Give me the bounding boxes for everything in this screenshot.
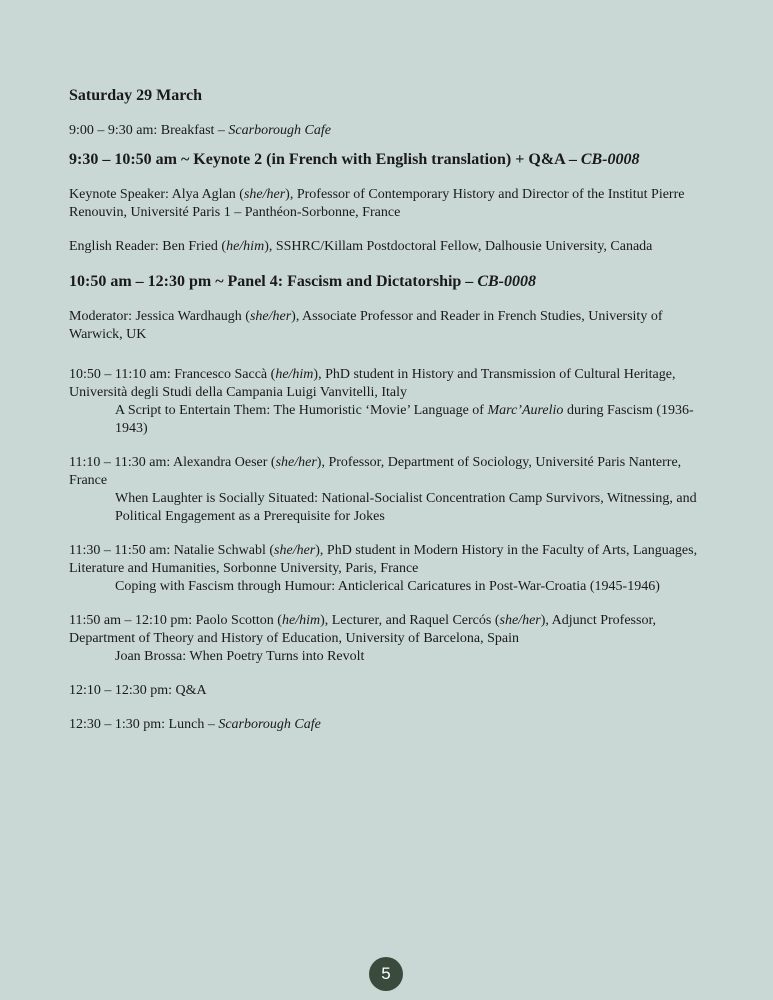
talk-1-title-italic: Marc’Aurelio: [487, 403, 564, 418]
page-number-badge: 5: [369, 957, 403, 991]
breakfast-time: 9:00 – 9:30 am: Breakfast –: [69, 123, 229, 138]
talk-1-title: [69, 402, 709, 438]
panel-room: CB-0008: [477, 273, 536, 290]
talk-4-second-speaker: ), Lecturer, and Raquel Cercós (: [320, 613, 500, 628]
talk-3-time-name: 11:30 – 11:50 am: Natalie Schwabl (: [69, 543, 275, 558]
talk-4-title: Joan Brossa: When Poetry Turns into Revolt: [115, 649, 365, 664]
keynote-speaker-affiliation: ), Professor of Contemporary History and Director of the Institut Pierre Renouvin, Université Paris 1 – Panthéon-Sorbonne, France: [69, 187, 685, 220]
schedule-page: [69, 86, 709, 734]
talk-1-title-part-b: during Fascism (1936-1943): [115, 403, 694, 436]
panel-qa: 12:10 – 12:30 pm: Q&A: [69, 683, 207, 698]
talk-4-speaker: [69, 612, 709, 648]
talk-4-affiliation: ), Adjunct Professor, Department of Theory and History of Education, University of Barcelona, Spain: [69, 613, 657, 646]
panel-moderator: [69, 308, 709, 344]
day-heading: Saturday 29 March: [69, 87, 203, 104]
panel-heading-text: 10:50 am – 12:30 pm ~ Panel 4: Fascism and Dictatorship –: [69, 273, 478, 290]
talk-3-pronoun: she/her: [274, 543, 316, 558]
keynote-reader-name: English Reader: Ben Fried (: [69, 239, 227, 254]
talk-4-time-name: 11:50 am – 12:10 pm: Paolo Scotton (: [69, 613, 282, 628]
talk-3-title: Coping with Fascism through Humour: Anticlerical Caricatures in Post-War-Croatia (1945-1946): [115, 579, 660, 594]
lunch-time: 12:30 – 1:30 pm: Lunch –: [69, 717, 219, 732]
talk-2-title: When Laughter is Socially Situated: National-Socialist Concentration Camp Survivors, Witnessing, and Political Engagement as a Prerequisite for Jokes: [115, 491, 697, 524]
panel-heading: [69, 272, 709, 292]
talk-1-title-part-a: A Script to Entertain Them: The Humoristic ‘Movie’ Language of: [115, 403, 488, 418]
talk-3-affiliation: ), PhD student in Modern History in the Faculty of Arts, Languages, Literature and Humanities, Sorbonne University, Paris, France: [69, 543, 698, 576]
talk-4-pronoun: he/him: [281, 613, 321, 628]
talk-1-affiliation: ), PhD student in History and Transmission of Cultural Heritage, Università degli Studi della Campania Luigi Vanvitelli, Italy: [69, 367, 676, 400]
talk-2-pronoun: she/her: [275, 455, 317, 470]
keynote-speaker-pronoun: she/her: [243, 187, 286, 202]
keynote-room: CB-0008: [580, 151, 640, 168]
talk-2-time-name: 11:10 – 11:30 am: Alexandra Oeser (: [69, 455, 276, 470]
talk-1-time-name: 10:50 – 11:10 am: Francesco Saccà (: [69, 367, 276, 382]
moderator-pronoun: she/her: [249, 309, 292, 324]
talk-2-affiliation: ), Professor, Department of Sociology, Université Paris Nanterre, France: [69, 455, 682, 488]
keynote-heading-text: 9:30 – 10:50 am ~ Keynote 2 (in French with English translation) + Q&A –: [69, 151, 581, 168]
keynote-reader-pronoun: he/him: [226, 239, 265, 254]
talk-1-speaker: [69, 366, 709, 402]
talk-4-pronoun-2: she/her: [499, 613, 541, 628]
breakfast-line: [69, 122, 709, 140]
moderator-name: Moderator: Jessica Wardhaugh (: [69, 309, 250, 324]
keynote-heading: [69, 150, 709, 170]
talk-3-speaker: [69, 542, 709, 578]
keynote-speaker: [69, 186, 709, 222]
keynote-reader: [69, 238, 709, 256]
breakfast-place: Scarborough Cafe: [228, 123, 331, 138]
keynote-reader-affiliation: ), SSHRC/Killam Postdoctoral Fellow, Dalhousie University, Canada: [264, 239, 653, 254]
talk-2-speaker: [69, 454, 709, 490]
keynote-speaker-name: Keynote Speaker: Alya Aglan (: [69, 187, 244, 202]
talk-1-pronoun: he/him: [275, 367, 314, 382]
lunch-line: [69, 716, 709, 734]
lunch-place: Scarborough Cafe: [218, 717, 321, 732]
moderator-affiliation: ), Associate Professor and Reader in French Studies, University of Warwick, UK: [69, 309, 663, 342]
